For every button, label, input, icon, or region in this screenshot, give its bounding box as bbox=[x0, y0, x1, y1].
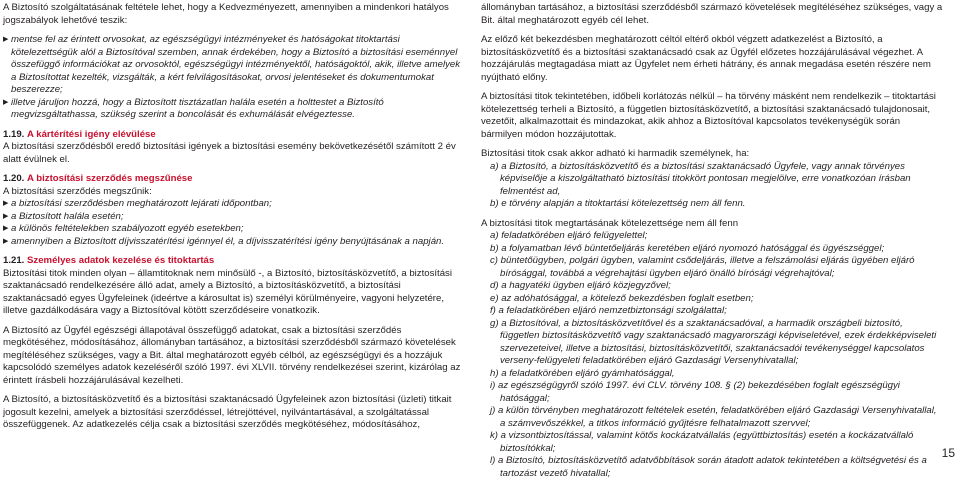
list-item-text: a különös feltételekben szabályozott egyéb esetekben; bbox=[11, 223, 244, 236]
list-item bbox=[3, 198, 465, 211]
paragraph: Az előző két bekezdésben meghatározott céltól eltérő okból végzett adatkezelést a Biztosító, a biztosításközvetítő és a biztosítási szaktanácsadó csak az Ügyfél előzetes hozzájárulásával végezhet. A hozzájárulás megtagadása miatt az Ügyfelet nem érheti hátrány, és annak megadása esetén részére nem nyújtható előny. bbox=[481, 34, 944, 84]
section-title: A biztosítási szerződés megszűnése bbox=[27, 173, 192, 184]
arrow-bullet-icon: ▶ bbox=[3, 211, 11, 224]
list-item: c) büntetőügyben, polgári ügyben, valamint csődeljárás, illetve a felszámolási eljárás ügyében eljáró bírósággal, továbbá a végrehajtási ügyben eljáró önálló bírósági végrehajtóval; bbox=[481, 255, 944, 280]
left-column bbox=[3, 2, 465, 432]
list-item: h) a feladatkörében eljáró gyámhatósággal, bbox=[481, 368, 944, 381]
list-item: g) a Biztosítóval, a biztosításközvetítővel és a szaktanácsadóval, a harmadik országbeli biztosító, független biztosításközvetítő vagy szaktanácsadó magyarországi képviseletével, ezek érdekképviseleti szervezeteivel, illetve a biztosítási, biztosításközvetítői, szaktanácsadói tevékenységgel kapcsolatos verseny-felügyeleti feladatkörében eljáró Gazdasági Versenyhivatallal; bbox=[481, 318, 944, 368]
list-item: j) a külön törvényben meghatározott feltételek esetén, feladatkörében eljáró Gazdasági Versenyhivatallal, a számvevőszékkel, a titkos információ gyűjtésre felhatalmazott szervvel; bbox=[481, 405, 944, 430]
exceptions-list bbox=[481, 218, 944, 480]
section-number: 1.19. bbox=[3, 129, 24, 140]
section-1-21 bbox=[3, 255, 465, 432]
section-1-19 bbox=[3, 129, 465, 167]
bullet-item bbox=[3, 97, 465, 122]
list-item: b) a folyamatban lévő büntetőeljárás keretében eljáró nyomozó hatósággal és ügyészséggel; bbox=[481, 243, 944, 256]
bullet-text: mentse fel az érintett orvosokat, az egészségügyi intézményeket és hatóságokat titoktartási kötelezettségük alól a Biztosítóval szemben, annak érdekében, hogy a Biztosító a biztosítási eseménnyel összefüggő információkat az orvosoktól, egészségügyi intézményektől, hatóságoktól, akik, illetve amelyek a Biztosítottat kezelték, vizsgálták, a kért felvilágosításokat, orvosi jelentéseket és dokumentumokat beszerezze; bbox=[11, 34, 465, 97]
section-number: 1.20. bbox=[3, 173, 24, 184]
arrow-bullet-icon: ▶ bbox=[3, 198, 11, 211]
list-item: a) feladatkörében eljáró felügyelettel; bbox=[481, 230, 944, 243]
bullet-item bbox=[3, 34, 465, 97]
section-heading bbox=[3, 173, 465, 186]
arrow-bullet-icon: ▶ bbox=[3, 236, 11, 249]
section-heading bbox=[3, 129, 465, 142]
section-1-20 bbox=[3, 173, 465, 248]
right-column bbox=[481, 2, 944, 480]
list-item-text: amennyiben a Biztosított díjvisszatérítési igénnyel él, a díjvisszatérítési igény benyújtásának a napján. bbox=[11, 236, 444, 249]
list-item: f) a feladatkörében eljáró nemzetbiztonsági szolgálattal; bbox=[481, 305, 944, 318]
disclosure-conditions bbox=[481, 148, 944, 211]
list-item bbox=[3, 211, 465, 224]
list-item: k) a vizsontbiztosítással, valamint kötős kockázatvállalás (együttbiztosítás) esetén a kockázatvállaló biztosítókkal; bbox=[481, 430, 944, 455]
section-text: A biztosítási szerződésből eredő biztosítási igények a biztosítási esemény bekövetkezésétől számított 2 év alatt évülnek el. bbox=[3, 141, 465, 166]
list-lead: Biztosítási titok csak akkor adható ki harmadik személynek, ha: bbox=[481, 148, 944, 161]
bullet-text: illetve járuljon hozzá, hogy a Biztosított tisztázatlan halála esetén a holttestet a Biztosító megvizsgáltathassa, szükség szerint a boncolását és exhumálását elvégeztesse. bbox=[11, 97, 465, 122]
section-paragraph: A Biztosító, a biztosításközvetítő és a biztosítási szaktanácsadó Ügyfeleinek azon biztosítási (üzleti) titkait jogosult kezelni, amelyek a biztosítási szerződéssel, létrejöttével, nyilvántartásával, a szolgáltatással összefüggenek. Az adatkezelés célja csak a biztosítási szerződés megkötéséhez, módosításához, bbox=[3, 394, 465, 432]
section-number: 1.21. bbox=[3, 255, 24, 266]
list-item bbox=[3, 223, 465, 236]
list-item: i) az egészségügyről szóló 1997. évi CLV. törvény 108. § (2) bekezdésében foglalt egészségügyi hatósággal; bbox=[481, 380, 944, 405]
section-heading bbox=[3, 255, 465, 268]
arrow-bullet-icon: ▶ bbox=[3, 34, 11, 97]
list-lead: A biztosítási titok megtartásának kötelezettsége nem áll fenn bbox=[481, 218, 944, 231]
section-title: Személyes adatok kezelése és titoktartás bbox=[27, 255, 214, 266]
list-item: d) a hagyatéki ügyben eljáró közjegyzővel; bbox=[481, 280, 944, 293]
continuation-paragraph: állományban tartásához, a biztosítási szerződésből származó követelések megítéléséhez szükséges, vagy a Bit. által meghatározott egyéb cél lehet. bbox=[481, 2, 944, 27]
arrow-bullet-icon: ▶ bbox=[3, 97, 11, 122]
section-paragraph: Biztosítási titok minden olyan – államtitoknak nem minősülő -, a Biztosító, biztosításközvetítő, a biztosítási szaktanácsadó rendelkezésére álló adat, amely a Biztosító, a biztosításközvetítő, a biztosítási szaktanácsadó egyes Ügyfeleinek (ideértve a károsultat is) személyi körülményeire, vagyoni helyzetére, illetve gazdálkodására vagy a Biztosítóval kötött szerződéseire vonatkozik. bbox=[3, 268, 465, 318]
paragraph: A biztosítási titok tekintetében, időbeli korlátozás nélkül – ha törvény másként nem rendelkezik – titoktartási kötelezettség terheli a Biztosító, a független biztosításközvetítő, a biztosítási szaktanácsadó tulajdonosait, vezetőit, alkalmazottait és mindazokat, akik ahhoz a Biztosítóval kapcsolatos tevékenységük során bármilyen módon hozzájutottak. bbox=[481, 91, 944, 141]
section-title: A kártérítési igény elévülése bbox=[27, 129, 156, 140]
section-lead: A biztosítási szerződés megszűnik: bbox=[3, 186, 465, 199]
list-item-text: a Biztosított halála esetén; bbox=[11, 211, 124, 224]
list-item: l) a Biztosító, biztosításközvetítő adatvőbbítások során átadott adatok tekintetében a költségvetési és a tartozást vezető hivatallal; bbox=[481, 455, 944, 480]
section-paragraph: A Biztosító az Ügyfél egészségi állapotával összefüggő adatokat, csak a biztosítási szerződés megkötéséhez, módosításához, állományban tartásához, a biztosítási szerződésből származó követelések megítéléséhez szükséges, vagy a Bit. által meghatározott egyéb célból, az egészségügyi és a hozzájuk kapcsolódó személyes adatok kezeléséről szóló 1997. évi XLVII. törvény rendelkezései szerint, kizárólag az érintett írásbeli hozzájárulásával kezelheti. bbox=[3, 325, 465, 388]
list-item bbox=[3, 236, 465, 249]
intro-paragraph: A Biztosító szolgáltatásának feltétele lehet, hogy a Kedvezményezett, amennyiben a mindenkori hatályos jogszabályok lehetővé teszik: bbox=[3, 2, 465, 27]
list-item: b) e törvény alapján a titoktartási kötelezettség nem áll fenn. bbox=[481, 198, 944, 211]
page-number: 15 bbox=[942, 447, 955, 460]
list-item: a) a Biztosító, a biztosításközvetítő és a biztosítási szaktanácsadó Ügyfele, vagy annak törvényes képviselője a kiszolgáltatható biztosítási titokkört pontosan megjelölve, erre vonatkozóan írásban felmentést ad, bbox=[481, 161, 944, 199]
arrow-bullet-icon: ▶ bbox=[3, 223, 11, 236]
list-item-text: a biztosítási szerződésben meghatározott lejárati időpontban; bbox=[11, 198, 272, 211]
list-item: e) az adóhatósággal, a kötelező bekezdésben foglalt esetben; bbox=[481, 293, 944, 306]
